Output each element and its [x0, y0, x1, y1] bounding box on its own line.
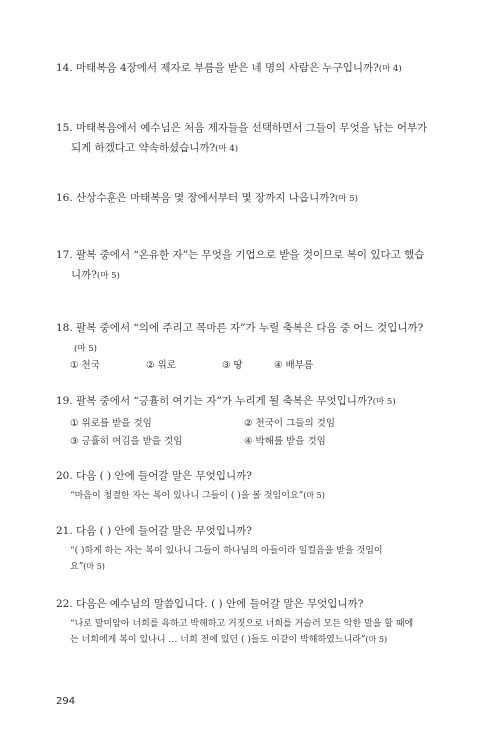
option-4: ④ 배부름 — [274, 360, 314, 371]
reference: (마 5) — [83, 562, 105, 571]
passage-text-cont: 는 너희에게 복이 있나니 … 너희 전에 있던 ( )들도 이같이 박해하였느니라” — [70, 635, 366, 645]
reference: (마 5) — [74, 344, 97, 354]
question-text: 14. 마태복음 4장에서 제자로 부름을 받은 네 명의 사람은 누구입니까? — [56, 62, 379, 74]
option-3: ③ 땅 — [222, 360, 243, 371]
question-text: 20. 다음 ( ) 안에 들어갈 말은 무엇입니까? — [56, 470, 252, 482]
reference: (마 5) — [334, 194, 358, 204]
question-text: 19. 팔복 중에서 “긍휼히 여기는 자”가 누리게 될 축복은 무엇입니까? — [56, 395, 373, 407]
question-22 — [56, 594, 442, 614]
question-19 — [56, 391, 442, 412]
question-text: 16. 산상수훈은 마태복음 몇 장에서부터 몇 장까지 나옵니까? — [56, 192, 335, 204]
reference: (마 5) — [372, 397, 396, 407]
option-4: ④ 박해를 받을 것임 — [244, 436, 326, 447]
question-18 — [56, 318, 442, 359]
page-number: 294 — [56, 696, 76, 707]
question-20-passage — [70, 488, 325, 504]
option-1: ① 천국 — [70, 360, 100, 371]
option-3: ③ 긍휼히 여김을 받을 것임 — [70, 436, 183, 447]
passage-text: “나로 말미암아 너희를 욕하고 박해하고 거짓으로 너희를 거슬러 모든 악한 말을 할 때에 — [70, 619, 414, 629]
question-15 — [56, 118, 442, 159]
question-21 — [56, 521, 442, 541]
question-20 — [56, 466, 442, 486]
question-21-passage — [70, 543, 383, 575]
question-14 — [56, 58, 442, 79]
question-17 — [56, 245, 442, 286]
question-16 — [56, 188, 442, 209]
reference: (마 5) — [303, 491, 325, 500]
question-text: 21. 다음 ( ) 안에 들어갈 말은 무엇입니까? — [56, 525, 252, 537]
question-text: 18. 팔복 중에서 “의에 주리고 목마른 자”가 누릴 축복은 다음 중 어느 것입니까? — [56, 322, 424, 334]
option-2: ② 천국이 그들의 것임 — [244, 418, 335, 429]
question-text-cont: 되게 하겠다고 약속하셨습니까? — [71, 142, 216, 154]
question-text: 22. 다음은 예수님의 말씀입니다. ( ) 안에 들어갈 말은 무엇입니까? — [56, 598, 364, 610]
reference: (마 5) — [96, 271, 120, 281]
option-1: ① 위로를 받을 것임 — [70, 418, 152, 429]
passage-text-cont: 요” — [70, 562, 84, 572]
question-text: 17. 팔복 중에서 “온유한 자”는 무엇을 기업으로 받을 것이므로 복이 있다고 했습 — [56, 249, 425, 261]
question-22-passage — [70, 616, 413, 648]
passage-text: “( )하게 하는 자는 복이 있나니 그들이 하나님의 아들이라 일컬음을 받을 것임이 — [70, 546, 383, 556]
reference: (마 4) — [378, 64, 402, 74]
question-text-cont: 니까? — [71, 269, 97, 281]
question-text: 15. 마태복음에서 예수님은 처음 제자들을 선택하면서 그들이 무엇을 낚는 어부가 — [56, 122, 428, 134]
passage-text: “마음이 청결한 자는 복이 있나니 그들이 ( )을 볼 것임이요” — [70, 491, 304, 501]
reference: (마 4) — [215, 144, 239, 154]
option-2: ② 위로 — [146, 360, 176, 371]
reference: (마 5) — [365, 635, 388, 644]
